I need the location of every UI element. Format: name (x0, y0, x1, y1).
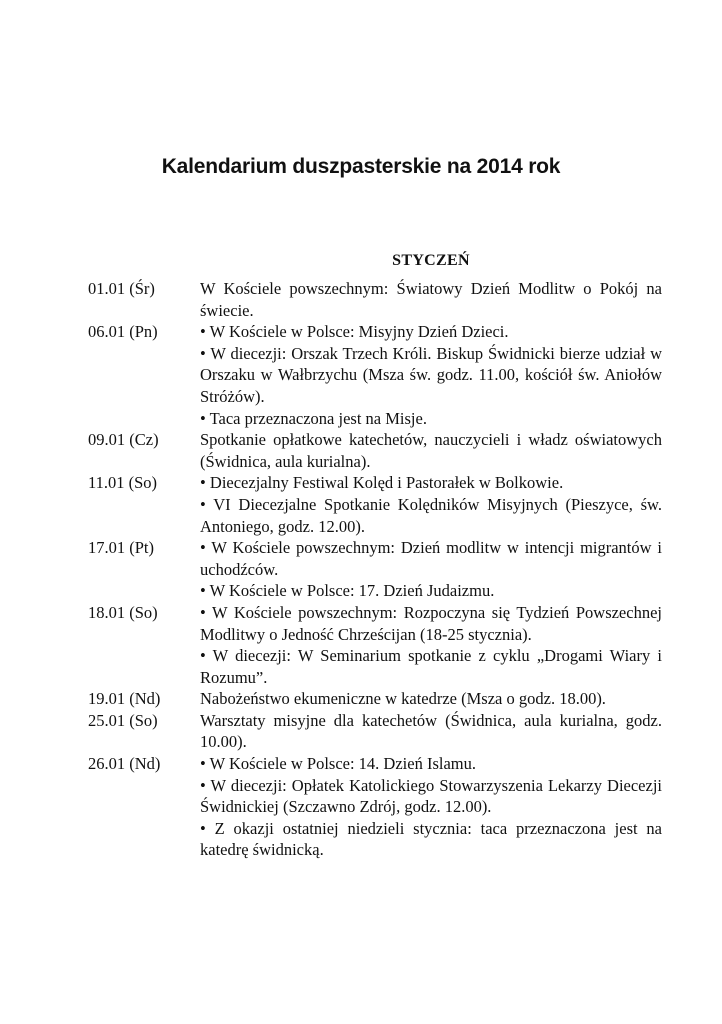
entry-item: • W diecezji: Opłatek Katolickiego Stowarzyszenia Lekarzy Diecezji Świdnickiej (Szczawno Zdrój, godz. 12.00). (200, 775, 662, 817)
document-title: Kalendarium duszpasterskie na 2014 rok (161, 155, 561, 178)
entry-body (200, 537, 662, 602)
entry-date: 26.01 (Nd) (88, 754, 161, 774)
entry-body (200, 710, 662, 753)
entry-date: 17.01 (Pt) (88, 538, 154, 558)
entry-body (200, 321, 662, 429)
entry-body (200, 602, 662, 688)
entry-date: 09.01 (Cz) (88, 430, 159, 450)
entry-body (200, 753, 662, 861)
calendar-entry (88, 602, 662, 688)
entry-item: • W Kościele w Polsce: Misyjny Dzień Dzieci. (200, 322, 509, 342)
calendar-entry (88, 710, 662, 753)
entry-item: • W diecezji: Orszak Trzech Króli. Biskup Świdnicki bierze udział w Orszaku w Wałbrzychu (Msza św. godz. 11.00, kościół św. Aniołów Stróżów). (200, 343, 662, 406)
entry-item: Warsztaty misyjne dla katechetów (Świdnica, aula kurialna, godz. 10.00). (200, 710, 662, 752)
entry-date: 06.01 (Pn) (88, 322, 158, 342)
entry-item: • Z okazji ostatniej niedzieli stycznia: taca przeznaczona jest na katedrę świdnicką. (200, 818, 662, 860)
entry-item: W Kościele powszechnym: Światowy Dzień Modlitw o Pokój na świecie. (200, 279, 662, 320)
entry-item: • W Kościele w Polsce: 17. Dzień Judaizmu. (200, 581, 495, 601)
entry-item: • Diecezjalny Festiwal Kolęd i Pastorałek w Bolkowie. (200, 473, 564, 493)
entry-body (200, 429, 662, 472)
entry-date: 18.01 (So) (88, 602, 158, 622)
month-heading: STYCZEŃ (392, 252, 470, 269)
entry-item: • W Kościele powszechnym: Dzień modlitw w intencji migrantów i uchodźców. (200, 538, 662, 579)
calendar-entry (88, 321, 662, 429)
calendar-entry (88, 753, 662, 861)
calendar-entry (88, 537, 662, 602)
entry-item: • VI Diecezjalne Spotkanie Kolędników Misyjnych (Pieszyce, św. Antoniego, godz. 12.00). (200, 494, 662, 536)
entry-item: • Taca przeznaczona jest na Misje. (200, 408, 427, 428)
calendar-entry (88, 688, 662, 710)
entry-item: Spotkanie opłatkowe katechetów, nauczycieli i władz oświatowych (Świdnica, aula kurialna). (200, 430, 662, 471)
calendar-list (88, 278, 662, 861)
entry-body (200, 278, 662, 321)
entry-body (200, 688, 662, 710)
calendar-entry (88, 472, 662, 537)
entry-date: 25.01 (So) (88, 710, 158, 730)
entry-item: • W diecezji: W Seminarium spotkanie z cyklu „Drogami Wiary i Rozumu”. (200, 646, 662, 687)
calendar-entry (88, 278, 662, 321)
entry-date: 01.01 (Śr) (88, 279, 155, 298)
entry-item: • W Kościele powszechnym: Rozpoczyna się Tydzień Powszechnej Modlitwy o Jedność Chrześcijan (18-25 stycznia). (200, 602, 662, 644)
entry-item: • W Kościele w Polsce: 14. Dzień Islamu. (200, 754, 476, 774)
entry-date: 19.01 (Nd) (88, 689, 161, 709)
entry-date: 11.01 (So) (88, 473, 158, 493)
entry-body (200, 472, 662, 537)
calendar-entry (88, 429, 662, 472)
entry-item: Nabożeństwo ekumeniczne w katedrze (Msza o godz. 18.00). (200, 689, 606, 709)
